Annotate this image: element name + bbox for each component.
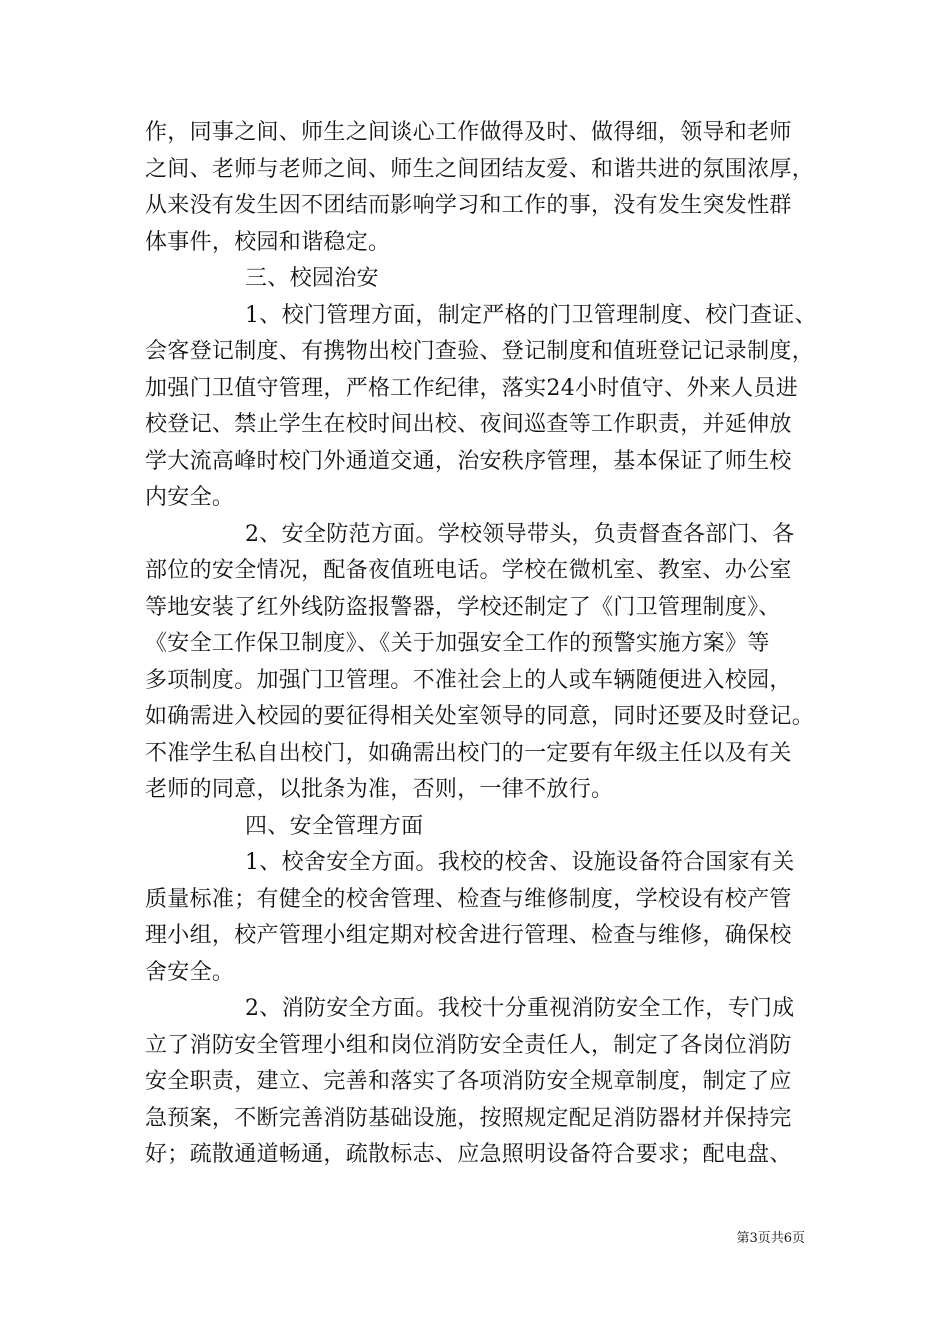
text-line: 如确需进入校园的要征得相关处室领导的同意，同时还要及时登记。 (145, 704, 815, 729)
text-line: 立了消防安全管理小组和岗位消防安全责任人，制定了各岗位消防 (145, 1032, 792, 1058)
text-line: 加强门卫值守管理，严格工作纪律，落实24小时值守、外来人员进 (145, 375, 798, 401)
text-line: 舍安全。 (145, 959, 235, 985)
text-line: 老师的同意，以批条为准，否则，一律不放行。 (145, 777, 614, 802)
text-line: 学大流高峰时校门外通道交通，治安秩序管理，基本保证了师生校 (145, 448, 792, 474)
text-line: 质量标准；有健全的校舍管理、检查与维修制度，学校设有校产管 (145, 886, 792, 912)
text-line: 三、校园治安 (245, 266, 379, 291)
text-line: 等地安装了红外线防盗报警器，学校还制定了《门卫管理制度》、 (145, 594, 781, 620)
text-line: 内安全。 (145, 485, 235, 510)
text-line: 会客登记制度、有携物出校门查验、登记制度和值班登记记录制度， (145, 339, 815, 364)
text-line: 校登记、禁止学生在校时间出校、夜间巡查等工作职责，并延伸放 (145, 412, 792, 437)
page-number: 第3页共6页 (736, 1231, 805, 1246)
text-line: 之间、老师与老师之间、师生之间团结友爱、和谐共进的氛围浓厚， (145, 156, 815, 182)
text-line: 作，同事之间、师生之间谈心工作做得及时、做得细，领导和老师 (145, 120, 792, 145)
text-line: 2、消防安全方面。我校十分重视消防安全工作，专门成 (245, 996, 795, 1021)
text-line: 急预案，不断完善消防基础设施，按照规定配足消防器材并保持完 (145, 1105, 792, 1131)
text-line: 不准学生私自出校门，如确需出校门的一定要有年级主任以及有关 (145, 740, 792, 766)
text-line: 理小组，校产管理小组定期对校舍进行管理、检查与维修，确保校 (145, 923, 792, 948)
text-line: 1、校舍安全方面。我校的校舍、设施设备符合国家有关 (245, 850, 795, 875)
document-body (145, 115, 825, 1174)
text-line: 多项制度。加强门卫管理。不准社会上的人或车辆随便进入校园， (145, 667, 792, 693)
text-line: 体事件，校园和谐稳定。 (145, 229, 391, 255)
text-line: 从来没有发生因不团结而影响学习和工作的事，没有发生突发性群 (145, 193, 792, 218)
text-line: 1、校门管理方面，制定严格的门卫管理制度、校门查证、 (245, 302, 817, 328)
text-line: 四、安全管理方面 (245, 813, 424, 839)
text-line: 2、安全防范方面。学校领导带头，负责督查各部门、各 (245, 521, 795, 547)
text-line: 部位的安全情况，配备夜值班电话。学校在微机室、教室、办公室 (145, 558, 792, 583)
text-line: 安全职责，建立、完善和落实了各项消防安全规章制度，制定了应 (145, 1069, 792, 1094)
text-line: 好；疏散通道畅通，疏散标志、应急照明设备符合要求；配电盘、 (145, 1142, 792, 1167)
text-line: 《安全工作保卫制度》、《关于加强安全工作的预警实施方案》等 (145, 631, 770, 656)
